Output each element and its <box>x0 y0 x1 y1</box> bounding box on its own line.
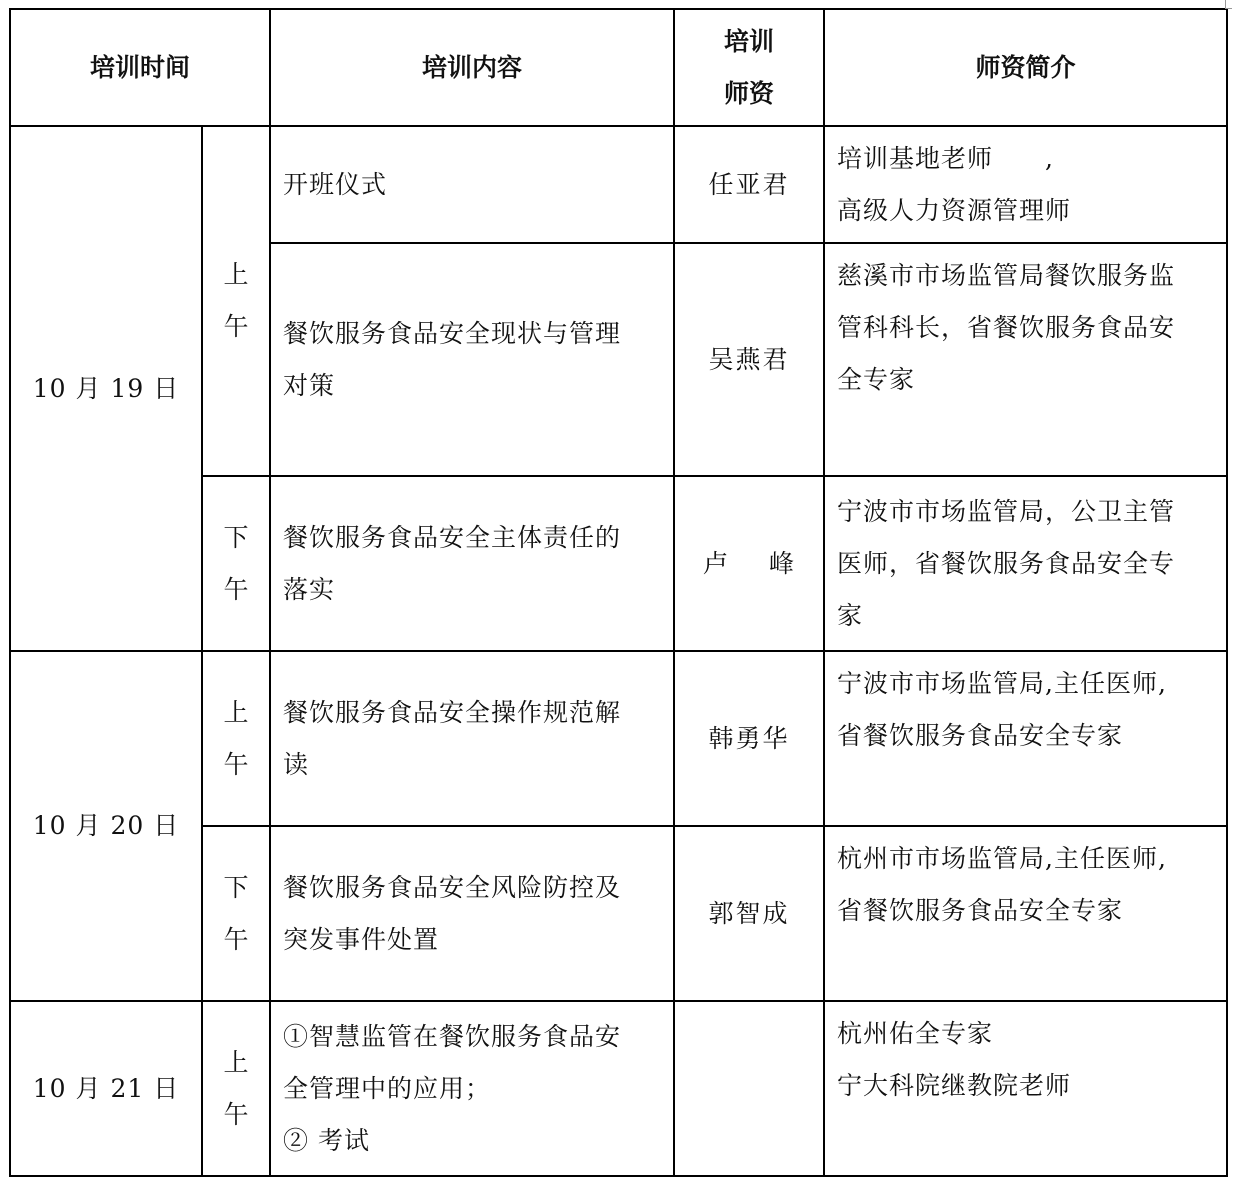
training-schedule-table <box>9 8 1228 1177</box>
teacher-cell: 吴燕君 <box>674 243 824 476</box>
bio-line: 省餐饮服务食品安全专家 <box>837 896 1124 925</box>
table-header-row <box>10 9 1227 126</box>
header-teacher-line-1: 培训 <box>724 26 775 56</box>
bio-cell <box>824 1001 1227 1176</box>
bio-cell <box>824 126 1227 243</box>
content-cell <box>270 476 674 651</box>
bio-line: 家 <box>837 600 864 630</box>
period-cell <box>202 651 270 826</box>
header-training-time: 培训时间 <box>10 9 270 126</box>
content-cell <box>270 126 674 243</box>
bio-cell <box>824 826 1227 1001</box>
bio-cell <box>824 243 1227 476</box>
period-cell <box>202 476 270 651</box>
period-char: 上 <box>223 1047 249 1077</box>
bio-line: 医师，省餐饮服务食品安全专 <box>837 548 1176 578</box>
content-line: 餐饮服务食品安全现状与管理 <box>283 318 622 348</box>
period-cell <box>202 826 270 1001</box>
date-cell: 10 月 19 日 <box>10 126 202 651</box>
content-line: 读 <box>283 749 310 779</box>
header-training-content: 培训内容 <box>270 9 674 126</box>
header-teacher-bio: 师资简介 <box>824 9 1227 126</box>
table-row <box>10 1001 1227 1176</box>
date-cell: 10 月 21 日 <box>10 1001 202 1176</box>
bio-line: 慈溪市市场监管局餐饮服务监 <box>837 261 1176 290</box>
content-line: ② 考试 <box>283 1125 370 1155</box>
bio-line: 省餐饮服务食品安全专家 <box>837 721 1124 750</box>
bio-line: 全专家 <box>837 365 916 394</box>
bio-cell <box>824 476 1227 651</box>
period-char: 午 <box>223 749 249 779</box>
table-row <box>10 126 1227 243</box>
bio-line: 宁大科院继教院老师 <box>837 1071 1072 1100</box>
bio-line: 高级人力资源管理师 <box>837 195 1072 225</box>
content-line: 突发事件处置 <box>283 924 440 954</box>
bio-line: 管科科长，省餐饮服务食品安 <box>837 313 1176 342</box>
bio-cell <box>824 651 1227 826</box>
teacher-name-part: 峰 <box>769 548 796 578</box>
bio-line: 宁波市市场监管局，公卫主管 <box>837 496 1176 526</box>
period-char: 午 <box>223 924 249 954</box>
content-cell <box>270 243 674 476</box>
period-char: 下 <box>223 522 249 552</box>
teacher-cell <box>674 1001 824 1176</box>
bio-line: 宁波市市场监管局,主任医师, <box>837 669 1167 698</box>
content-cell <box>270 1001 674 1176</box>
period-char: 午 <box>223 312 249 341</box>
content-line: 餐饮服务食品安全风险防控及 <box>283 872 622 902</box>
header-teacher-line-2: 师资 <box>724 78 775 108</box>
period-cell <box>202 1001 270 1176</box>
content-line: 餐饮服务食品安全操作规范解 <box>283 697 622 727</box>
date-cell: 10 月 20 日 <box>10 651 202 1001</box>
content-line: 开班仪式 <box>283 169 388 199</box>
content-line: 餐饮服务食品安全主体责任的 <box>283 522 622 552</box>
bio-line: 培训基地老师 , <box>837 143 1054 173</box>
teacher-cell <box>674 476 824 651</box>
period-char: 午 <box>223 1099 249 1129</box>
page-corner-mark <box>1225 0 1232 9</box>
period-char: 上 <box>223 260 249 289</box>
teacher-cell: 任亚君 <box>674 126 824 243</box>
content-line: 落实 <box>283 574 336 604</box>
period-char: 上 <box>223 697 249 727</box>
period-char: 午 <box>223 574 249 604</box>
period-cell <box>202 126 270 476</box>
content-cell <box>270 651 674 826</box>
bio-line: 杭州佑全专家 <box>837 1019 994 1048</box>
content-line: 全管理中的应用； <box>283 1073 492 1103</box>
table-row <box>10 651 1227 826</box>
teacher-cell: 郭智成 <box>674 826 824 1001</box>
teacher-cell: 韩勇华 <box>674 651 824 826</box>
period-char: 下 <box>223 872 249 902</box>
content-cell <box>270 826 674 1001</box>
content-line: ①智慧监管在餐饮服务食品安 <box>283 1021 622 1051</box>
header-training-teacher <box>674 9 824 126</box>
teacher-name-part: 卢 <box>703 548 730 578</box>
bio-line: 杭州市市场监管局,主任医师, <box>837 844 1167 873</box>
content-line: 对策 <box>283 370 336 400</box>
